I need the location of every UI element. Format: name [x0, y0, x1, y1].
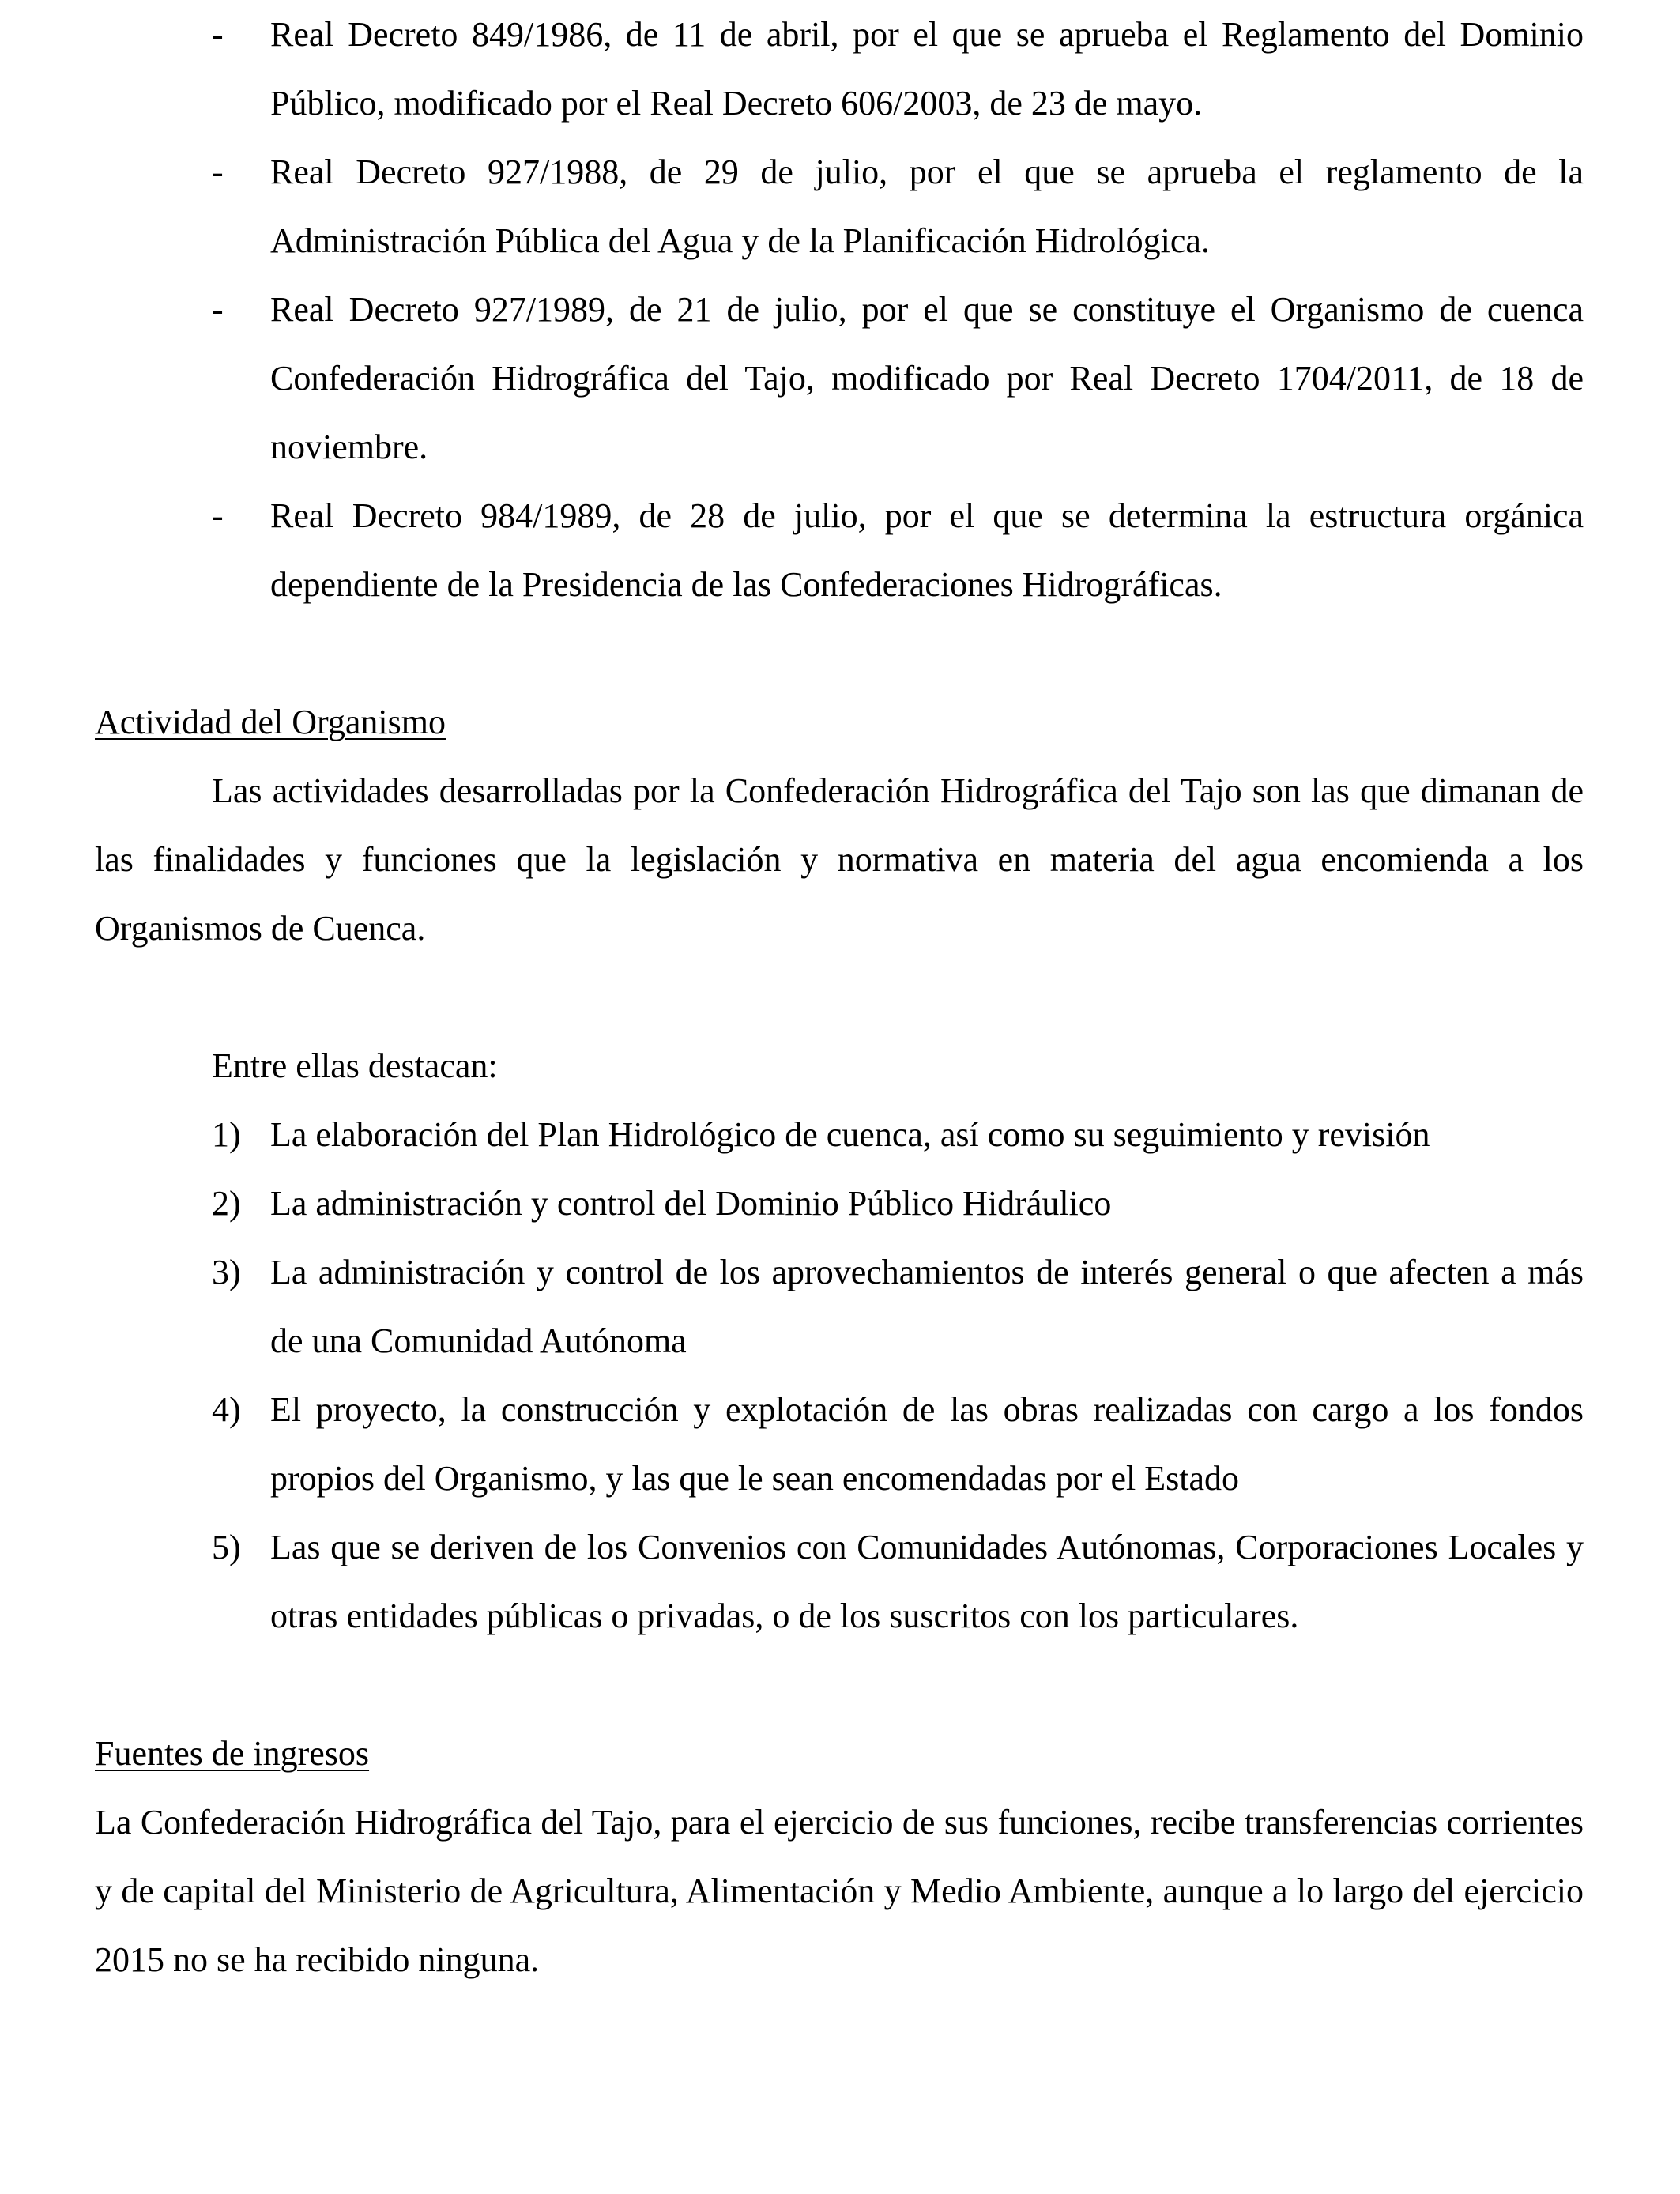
list-item-text: Real Decreto 927/1988, de 29 de julio, por el que se aprueba el reglamento de la Administración Pública del Agua y de la Planificación Hidrológica.	[270, 153, 1584, 260]
list-item-text: La administración y control de los aprovechamientos de interés general o que afecten a más de una Comunidad Autónoma	[270, 1253, 1584, 1360]
list-item-text: Real Decreto 849/1986, de 11 de abril, por el que se aprueba el Reglamento del Dominio Público, modificado por el Real Decreto 606/2003, de 23 de mayo.	[270, 15, 1584, 123]
section-heading: Fuentes de ingresos	[95, 1734, 370, 1773]
spacer	[95, 963, 1584, 1031]
section-paragraph: La Confederación Hidrográfica del Tajo, para el ejercicio de sus funciones, recibe transferencias corrientes y de capital del Ministerio de Agricultura, Alimentación y Medio Ambiente, aunque a lo largo del ejercicio 2015 no se ha recibido ninguna.	[95, 1803, 1584, 1979]
list-marker: 2)	[212, 1184, 241, 1223]
list-marker: -	[212, 153, 224, 191]
list-item	[95, 0, 1584, 138]
list-item	[95, 1375, 1584, 1513]
list-marker: 5)	[212, 1528, 241, 1566]
activity-section	[95, 688, 1584, 1650]
list-item	[95, 1100, 1584, 1169]
income-section	[95, 1719, 1584, 1994]
list-item	[95, 1513, 1584, 1650]
list-intro: Entre ellas destacan:	[212, 1046, 498, 1085]
list-marker: 1)	[212, 1115, 241, 1154]
spacer	[95, 1650, 1584, 1719]
list-item-text: Las que se deriven de los Convenios con Comunidades Autónomas, Corporaciones Locales y otras entidades públicas o privadas, o de los suscritos con los particulares.	[270, 1528, 1584, 1635]
list-item	[95, 138, 1584, 275]
list-marker: -	[212, 290, 224, 329]
list-item-text: La administración y control del Dominio Público Hidráulico	[270, 1184, 1112, 1223]
list-item	[95, 1238, 1584, 1375]
list-item-text: Real Decreto 927/1989, de 21 de julio, por el que se constituye el Organismo de cuenca Confederación Hidrográfica del Tajo, modificado por Real Decreto 1704/2011, de 18 de noviembre.	[270, 290, 1584, 466]
list-marker: -	[212, 15, 224, 54]
list-marker: -	[212, 496, 224, 535]
list-item	[95, 481, 1584, 619]
legislation-list	[95, 0, 1584, 619]
list-item	[95, 1169, 1584, 1238]
section-paragraph: Las actividades desarrolladas por la Confederación Hidrográfica del Tajo son las que dimanan de las finalidades y funciones que la legislación y normativa en materia del agua encomienda a los Organismos de Cuenca.	[95, 771, 1584, 948]
activity-list	[95, 1100, 1584, 1650]
page-content	[95, 0, 1584, 1994]
list-marker: 3)	[212, 1253, 241, 1291]
spacer	[95, 619, 1584, 688]
list-item-text: El proyecto, la construcción y explotación de las obras realizadas con cargo a los fondos propios del Organismo, y las que le sean encomendadas por el Estado	[270, 1390, 1584, 1498]
list-marker: 4)	[212, 1390, 241, 1429]
list-item-text: La elaboración del Plan Hidrológico de cuenca, así como su seguimiento y revisión	[270, 1115, 1430, 1154]
list-item	[95, 275, 1584, 481]
list-item-text: Real Decreto 984/1989, de 28 de julio, por el que se determina la estructura orgánica dependiente de la Presidencia de las Confederaciones Hidrográficas.	[270, 496, 1584, 604]
section-heading: Actividad del Organismo	[95, 703, 446, 741]
